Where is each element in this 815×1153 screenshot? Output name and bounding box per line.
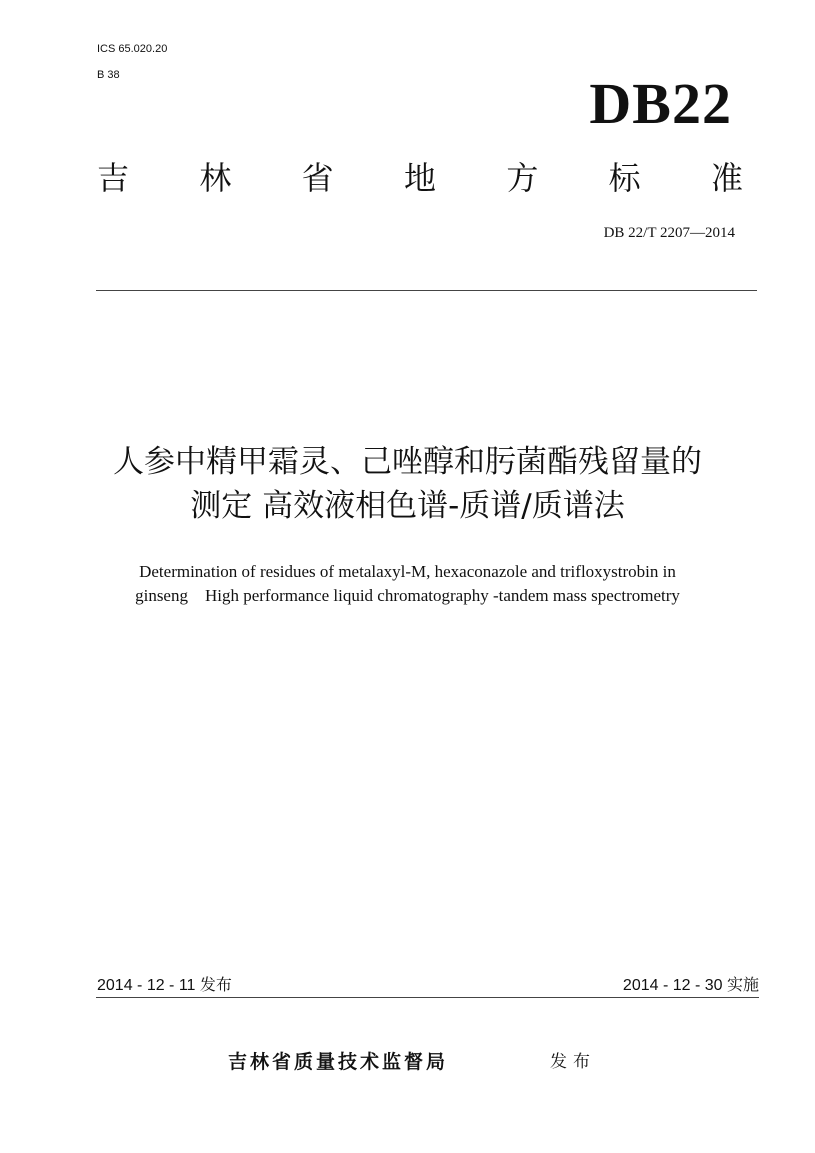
release-date: 2014 - 12 - 11 发布 (97, 977, 232, 994)
implementation-date: 2014 - 12 - 30 实施 (622, 977, 759, 994)
english-title (60, 560, 755, 608)
issue-label: 发布 (550, 1052, 596, 1072)
standard-type-char: 吉 (97, 159, 130, 197)
standard-type-char: 林 (199, 159, 232, 197)
ccs-code: B 38 (97, 69, 120, 81)
chinese-title (40, 440, 775, 528)
standard-type-char: 省 (301, 159, 334, 197)
date-divider (96, 997, 759, 998)
standard-code-logo: DB22 (589, 71, 732, 136)
chinese-title-line-1: 人参中精甲霜灵、己唑醇和肟菌酯残留量的 (113, 444, 702, 480)
chinese-title-line-2: 测定 高效液相色谱-质谱/质谱法 (190, 488, 625, 524)
standard-number: DB 22/T 2207—2014 (603, 225, 735, 241)
standard-type-char: 准 (710, 159, 743, 197)
standard-type-char: 方 (506, 159, 539, 197)
standard-type-char: 地 (403, 159, 436, 197)
issuing-authority: 吉林省质量技术监督局 (228, 1051, 449, 1073)
standard-type-heading (97, 158, 743, 198)
header-divider (96, 290, 757, 291)
ics-code: ICS 65.020.20 (97, 43, 168, 55)
standard-type-char: 标 (608, 159, 641, 197)
english-title-line-1: Determination of residues of metalaxyl-M, hexaconazole and trifloxystrobin in (139, 562, 676, 581)
english-title-line-2: ginseng High performance liquid chromatography -tandem mass spectrometry (135, 586, 680, 605)
